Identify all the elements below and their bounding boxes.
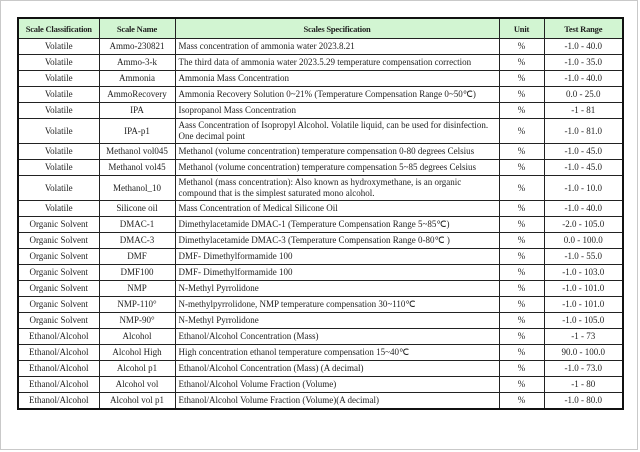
cell-classification: Organic Solvent xyxy=(18,217,99,233)
cell-unit: % xyxy=(499,55,544,71)
table-row xyxy=(18,144,623,160)
table-row xyxy=(18,281,623,297)
cell-name: NMP-110° xyxy=(99,297,175,313)
cell-name: Methanol_10 xyxy=(99,176,175,201)
cell-classification: Organic Solvent xyxy=(18,265,99,281)
cell-unit: % xyxy=(499,160,544,176)
cell-name: Silicone oil xyxy=(99,201,175,217)
cell-name: DMF100 xyxy=(99,265,175,281)
cell-classification: Ethanol/Alcohol xyxy=(18,393,99,410)
cell-spec: DMF- Dimethylformamide 100 xyxy=(175,265,499,281)
cell-name: DMF xyxy=(99,249,175,265)
cell-unit: % xyxy=(499,119,544,144)
table-row xyxy=(18,176,623,201)
cell-range: -1.0 - 40.0 xyxy=(544,39,623,55)
cell-unit: % xyxy=(499,249,544,265)
column-header-scale-name: Scale Name xyxy=(99,18,175,39)
cell-range: -1.0 - 101.0 xyxy=(544,281,623,297)
cell-name: IPA-p1 xyxy=(99,119,175,144)
cell-spec: Dimethylacetamide DMAC-3 (Temperature Compensation Range 0-80℃ ) xyxy=(175,233,499,249)
cell-range: -1.0 - 105.0 xyxy=(544,313,623,329)
cell-classification: Ethanol/Alcohol xyxy=(18,361,99,377)
cell-classification: Organic Solvent xyxy=(18,233,99,249)
cell-spec: Mass concentration of ammonia water 2023.8.21 xyxy=(175,39,499,55)
cell-spec: The third data of ammonia water 2023.5.29 temperature compensation correction xyxy=(175,55,499,71)
table-row xyxy=(18,119,623,144)
cell-unit: % xyxy=(499,39,544,55)
cell-range: 90.0 - 100.0 xyxy=(544,345,623,361)
cell-unit: % xyxy=(499,265,544,281)
cell-range: -1.0 - 40.0 xyxy=(544,71,623,87)
cell-unit: % xyxy=(499,345,544,361)
cell-range: -1.0 - 80.0 xyxy=(544,393,623,410)
cell-spec: N-Methyl Pyrrolidone xyxy=(175,281,499,297)
cell-name: Alcohol vol p1 xyxy=(99,393,175,410)
cell-unit: % xyxy=(499,233,544,249)
cell-unit: % xyxy=(499,281,544,297)
table-row xyxy=(18,39,623,55)
cell-name: Ammonia xyxy=(99,71,175,87)
cell-range: -2.0 - 105.0 xyxy=(544,217,623,233)
cell-name: Ammo-3-k xyxy=(99,55,175,71)
cell-spec: Ammonia Mass Concentration xyxy=(175,71,499,87)
cell-name: NMP xyxy=(99,281,175,297)
cell-classification: Ethanol/Alcohol xyxy=(18,377,99,393)
column-header-scale-classification: Scale Classification xyxy=(18,18,99,39)
table-row xyxy=(18,345,623,361)
cell-range: -1.0 - 40.0 xyxy=(544,201,623,217)
cell-unit: % xyxy=(499,217,544,233)
cell-classification: Organic Solvent xyxy=(18,313,99,329)
cell-spec: N-Methyl Pyrrolidone xyxy=(175,313,499,329)
cell-name: Ammo-230821 xyxy=(99,39,175,55)
table-row xyxy=(18,249,623,265)
table-row xyxy=(18,313,623,329)
cell-name: DMAC-3 xyxy=(99,233,175,249)
cell-spec: Ethanol/Alcohol Volume Fraction (Volume) xyxy=(175,377,499,393)
cell-classification: Ethanol/Alcohol xyxy=(18,329,99,345)
cell-spec: Methanol (volume concentration) temperature compensation 5~85 degrees Celsius xyxy=(175,160,499,176)
cell-unit: % xyxy=(499,313,544,329)
cell-name: IPA xyxy=(99,103,175,119)
cell-range: -1 - 73 xyxy=(544,329,623,345)
table-row xyxy=(18,201,623,217)
cell-spec: Isopropanol Mass Concentration xyxy=(175,103,499,119)
table-row xyxy=(18,217,623,233)
cell-unit: % xyxy=(499,103,544,119)
cell-name: Alcohol xyxy=(99,329,175,345)
cell-classification: Volatile xyxy=(18,71,99,87)
cell-name: Methanol vol45 xyxy=(99,160,175,176)
cell-classification: Volatile xyxy=(18,103,99,119)
cell-range: -1.0 - 55.0 xyxy=(544,249,623,265)
cell-range: -1.0 - 10.0 xyxy=(544,176,623,201)
cell-unit: % xyxy=(499,297,544,313)
cell-unit: % xyxy=(499,144,544,160)
cell-classification: Volatile xyxy=(18,176,99,201)
cell-spec: N-methylpyrrolidone, NMP temperature compensation 30~110℃ xyxy=(175,297,499,313)
cell-spec: Methanol (mass concentration): Also known as hydroxymethane, is an organic compound that is the simplest saturated mono alcohol. xyxy=(175,176,499,201)
cell-name: Alcohol vol xyxy=(99,377,175,393)
cell-classification: Volatile xyxy=(18,87,99,103)
cell-range: -1.0 - 45.0 xyxy=(544,160,623,176)
cell-unit: % xyxy=(499,87,544,103)
cell-name: Methanol vol045 xyxy=(99,144,175,160)
cell-name: Alcohol p1 xyxy=(99,361,175,377)
cell-spec: Ethanol/Alcohol Volume Fraction (Volume)(A decimal) xyxy=(175,393,499,410)
column-header-unit: Unit xyxy=(499,18,544,39)
cell-name: NMP-90° xyxy=(99,313,175,329)
cell-name: AmmoRecovery xyxy=(99,87,175,103)
table-row xyxy=(18,361,623,377)
cell-range: -1.0 - 101.0 xyxy=(544,297,623,313)
cell-classification: Volatile xyxy=(18,144,99,160)
cell-unit: % xyxy=(499,361,544,377)
cell-unit: % xyxy=(499,377,544,393)
table-row xyxy=(18,71,623,87)
table-row xyxy=(18,377,623,393)
scales-table xyxy=(17,17,624,410)
cell-spec: Mass Concentration of Medical Silicone Oil xyxy=(175,201,499,217)
cell-spec: Ethanol/Alcohol Concentration (Mass) (A decimal) xyxy=(175,361,499,377)
cell-classification: Volatile xyxy=(18,201,99,217)
cell-spec: Methanol (volume concentration) temperature compensation 0-80 degrees Celsius xyxy=(175,144,499,160)
table-header-row xyxy=(18,18,623,39)
table-row xyxy=(18,103,623,119)
cell-unit: % xyxy=(499,393,544,410)
cell-unit: % xyxy=(499,329,544,345)
cell-range: 0.0 - 25.0 xyxy=(544,87,623,103)
cell-name: Alcohol High xyxy=(99,345,175,361)
cell-range: -1.0 - 35.0 xyxy=(544,55,623,71)
table-row xyxy=(18,160,623,176)
table-row xyxy=(18,87,623,103)
cell-spec: Ammonia Recovery Solution 0~21% (Temperature Compensation Range 0~50℃) xyxy=(175,87,499,103)
cell-classification: Volatile xyxy=(18,55,99,71)
cell-spec: Ethanol/Alcohol Concentration (Mass) xyxy=(175,329,499,345)
cell-range: -1.0 - 103.0 xyxy=(544,265,623,281)
table-row xyxy=(18,265,623,281)
table-row xyxy=(18,393,623,410)
cell-spec: Aass Concentration of Isopropyl Alcohol. Volatile liquid, can be used for disinfection. One decimal point xyxy=(175,119,499,144)
table-row xyxy=(18,55,623,71)
column-header-scales-specification: Scales Specification xyxy=(175,18,499,39)
cell-classification: Organic Solvent xyxy=(18,281,99,297)
cell-range: -1.0 - 73.0 xyxy=(544,361,623,377)
cell-classification: Ethanol/Alcohol xyxy=(18,345,99,361)
table-row xyxy=(18,329,623,345)
cell-classification: Volatile xyxy=(18,160,99,176)
cell-classification: Volatile xyxy=(18,119,99,144)
table-row xyxy=(18,297,623,313)
table-body xyxy=(18,39,623,410)
cell-classification: Organic Solvent xyxy=(18,249,99,265)
cell-range: -1 - 80 xyxy=(544,377,623,393)
cell-spec: High concentration ethanol temperature compensation 15~40℃ xyxy=(175,345,499,361)
cell-unit: % xyxy=(499,176,544,201)
table-row xyxy=(18,233,623,249)
cell-range: -1.0 - 81.0 xyxy=(544,119,623,144)
cell-name: DMAC-1 xyxy=(99,217,175,233)
cell-classification: Volatile xyxy=(18,39,99,55)
cell-range: -1 - 81 xyxy=(544,103,623,119)
cell-spec: DMF- Dimethylformamide 100 xyxy=(175,249,499,265)
cell-range: -1.0 - 45.0 xyxy=(544,144,623,160)
cell-range: 0.0 - 100.0 xyxy=(544,233,623,249)
column-header-test-range: Test Range xyxy=(544,18,623,39)
cell-spec: Dimethylacetamide DMAC-1 (Temperature Compensation Range 5~85℃) xyxy=(175,217,499,233)
cell-classification: Organic Solvent xyxy=(18,297,99,313)
cell-unit: % xyxy=(499,71,544,87)
cell-unit: % xyxy=(499,201,544,217)
